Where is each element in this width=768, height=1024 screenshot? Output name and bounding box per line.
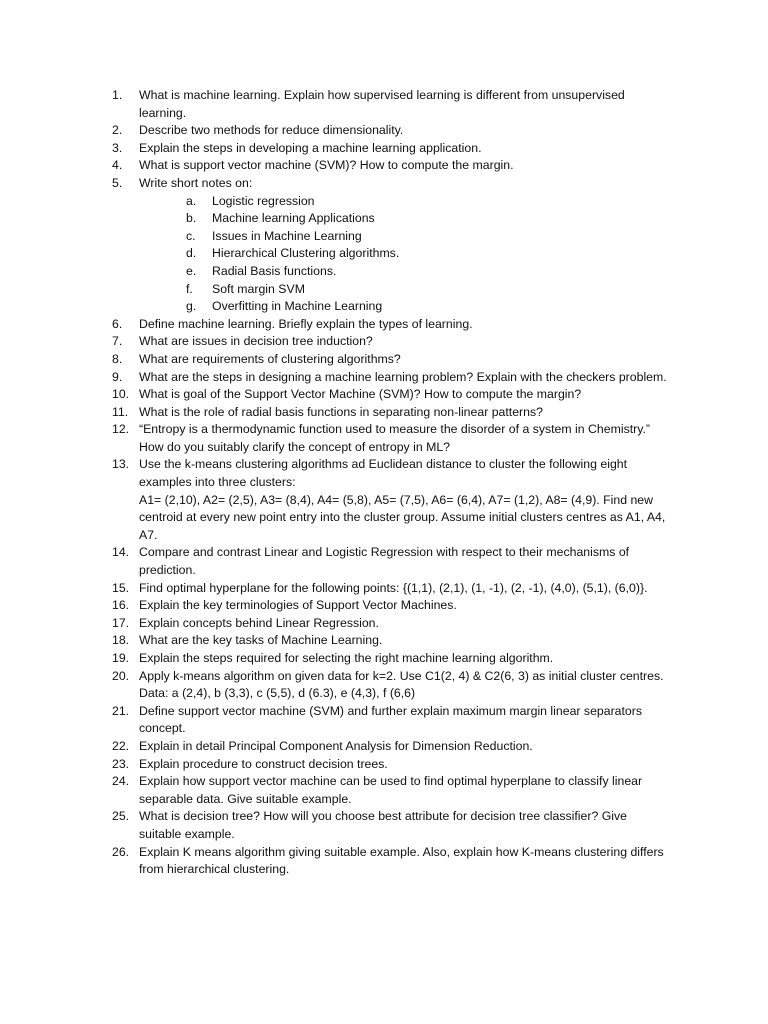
question-number: 14. [112, 545, 130, 560]
question-text: Use the k-means clustering algorithms ad Euclidean distance to cluster the following eight examples into three clusters: [139, 457, 628, 490]
question-text: What is goal of the Support Vector Machine (SVM)? How to compute the margin? [139, 387, 582, 402]
question-number: 21. [112, 703, 130, 718]
question-item [112, 122, 672, 140]
question-text: Explain concepts behind Linear Regression. [139, 615, 379, 630]
question-item [112, 808, 672, 843]
question-text: What is support vector machine (SVM)? How to compute the margin. [139, 158, 514, 173]
question-number: 22. [112, 738, 130, 753]
sub-item-letter: f. [186, 281, 193, 296]
sub-item [186, 263, 672, 281]
question-item [112, 703, 672, 738]
question-item [112, 456, 672, 544]
question-item [112, 87, 672, 122]
question-item [112, 544, 672, 579]
question-number: 9. [112, 369, 123, 384]
sub-item-text: Radial Basis functions. [212, 263, 337, 278]
question-text: What are requirements of clustering algorithms? [139, 351, 401, 366]
question-number: 11. [112, 404, 129, 419]
question-text: “Entropy is a thermodynamic function used to measure the disorder of a system in Chemistry.” How do you suitably clarify the concept of entropy in ML? [139, 422, 650, 454]
question-text: Explain procedure to construct decision trees. [139, 756, 388, 771]
question-item [112, 650, 672, 668]
sub-list [139, 193, 672, 316]
sub-item-letter: a. [186, 193, 197, 208]
sub-item [186, 245, 672, 263]
question-text: Explain K means algorithm giving suitable example. Also, explain how K-means clustering differs from hierarchical clustering. [139, 844, 664, 877]
question-item [112, 351, 672, 369]
question-number: 20. [112, 668, 130, 683]
sub-item-text: Logistic regression [212, 193, 315, 208]
question-item [112, 668, 672, 703]
question-item [112, 175, 672, 316]
question-item [112, 157, 672, 175]
question-number: 25. [112, 809, 130, 824]
question-text: Describe two methods for reduce dimensionality. [139, 123, 404, 138]
question-data: A1= (2,10), A2= (2,5), A3= (8,4), A4= (5,8), A5= (7,5), A6= (6,4), A7= (1,2), A8= (4,9). Find new centroid at every new point entry into the cluster group. Assume initial clusters centres as A1, A4, A7. [139, 492, 666, 542]
question-text: Define support vector machine (SVM) and further explain maximum margin linear separators concept. [139, 703, 643, 736]
question-item [112, 333, 672, 351]
question-item [112, 738, 672, 756]
question-number: 5. [112, 175, 123, 190]
question-number: 3. [112, 140, 123, 155]
sub-item-letter: d. [186, 246, 197, 261]
question-item [112, 421, 672, 456]
question-text: What is decision tree? How will you choose best attribute for decision tree classifier? Give suitable example. [139, 809, 627, 841]
question-item [112, 386, 672, 404]
question-number: 15. [112, 580, 130, 595]
question-item [112, 140, 672, 158]
question-number: 26. [112, 844, 130, 859]
question-item [112, 369, 672, 387]
sub-item-letter: c. [186, 228, 196, 243]
question-number: 8. [112, 351, 123, 366]
question-list [112, 87, 672, 879]
question-item [112, 597, 672, 615]
question-item [112, 844, 672, 879]
question-number: 2. [112, 123, 123, 138]
sub-item-text: Soft margin SVM [212, 281, 305, 296]
question-item [112, 580, 672, 598]
question-number: 17. [112, 615, 130, 630]
question-number: 16. [112, 598, 130, 613]
question-text: What is machine learning. Explain how supervised learning is different from unsupervised learning. [139, 88, 625, 120]
question-item [112, 404, 672, 422]
question-number: 7. [112, 334, 123, 349]
sub-item-text: Issues in Machine Learning [212, 228, 362, 243]
sub-item-letter: g. [186, 299, 197, 314]
question-text: Define machine learning. Briefly explain the types of learning. [139, 316, 473, 331]
question-text: Explain the steps in developing a machine learning application. [139, 140, 482, 155]
question-text: Apply k-means algorithm on given data for k=2. Use C1(2, 4) & C2(6, 3) as initial cluster centres. [139, 668, 664, 683]
question-text: Explain in detail Principal Component Analysis for Dimension Reduction. [139, 738, 533, 753]
question-item [112, 615, 672, 633]
sub-item-letter: e. [186, 263, 197, 278]
sub-item-text: Machine learning Applications [212, 211, 375, 226]
question-text: Explain the steps required for selecting the right machine learning algorithm. [139, 651, 554, 665]
question-data: Data: a (2,4), b (3,3), c (5,5), d (6.3), e (4,3), f (6,6) [139, 686, 416, 701]
question-number: 6. [112, 316, 123, 331]
question-text: Write short notes on: [139, 175, 253, 190]
question-number: 19. [112, 651, 130, 665]
sub-item [186, 228, 672, 246]
sub-item-text: Overfitting in Machine Learning [212, 299, 383, 314]
sub-item-letter: b. [186, 211, 197, 226]
question-number: 18. [112, 633, 130, 648]
question-item [112, 632, 672, 650]
question-number: 13. [112, 457, 130, 472]
question-number: 23. [112, 756, 130, 771]
question-number: 24. [112, 774, 130, 789]
sub-item [186, 281, 672, 299]
question-item [112, 756, 672, 774]
question-text: What is the role of radial basis functions in separating non-linear patterns? [139, 404, 543, 419]
question-text: Compare and contrast Linear and Logistic Regression with respect to their mechanisms of prediction. [139, 545, 630, 578]
sub-item-text: Hierarchical Clustering algorithms. [212, 246, 400, 261]
question-text: What are issues in decision tree induction? [139, 334, 373, 349]
question-text: What are the key tasks of Machine Learning. [139, 633, 383, 648]
sub-item [186, 193, 672, 211]
question-number: 4. [112, 158, 123, 173]
question-number: 1. [112, 88, 123, 102]
question-item [112, 316, 672, 334]
question-text: Explain the key terminologies of Support Vector Machines. [139, 598, 457, 613]
question-text: Find optimal hyperplane for the following points: {(1,1), (2,1), (1, -1), (2, -1), (4,0), (5,1), (6,0)}. [139, 580, 648, 595]
question-text: What are the steps in designing a machine learning problem? Explain with the checkers problem. [139, 369, 667, 384]
question-number: 10. [112, 387, 130, 402]
question-text: Explain how support vector machine can be used to find optimal hyperplane to classify linear separable data. Give suitable example. [139, 774, 643, 806]
sub-item [186, 298, 672, 316]
question-number: 12. [112, 422, 130, 437]
question-item [112, 773, 672, 808]
sub-item [186, 210, 672, 228]
